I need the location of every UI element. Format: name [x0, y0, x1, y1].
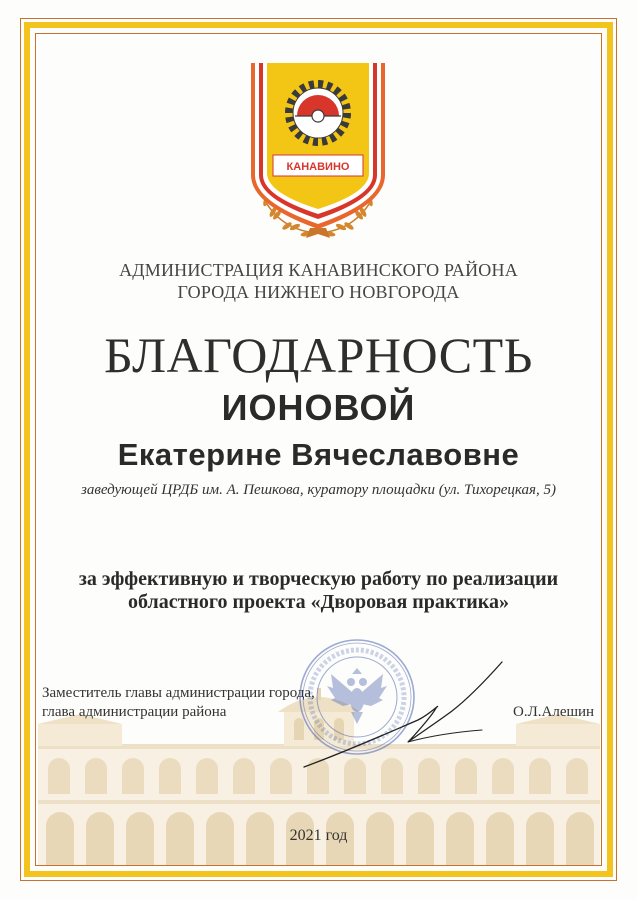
certificate-title: БЛАГОДАРНОСТЬ: [104, 327, 533, 383]
recipient-name: Екатерине Вячеславовне: [117, 437, 520, 472]
kanavino-coat-of-arms: [243, 55, 393, 240]
gear-hub: [312, 110, 324, 122]
signatory-title-line-1: Заместитель главы администрации города,: [42, 685, 315, 701]
emblem-name-text: КАНАВИНО: [286, 161, 350, 173]
reason-line-2: областного проекта «Дворовая практика»: [127, 591, 510, 613]
signature-main-stroke: [304, 662, 502, 767]
laurel-ribbon: [306, 228, 330, 238]
gear-sun-icon: [289, 84, 347, 142]
header-line-1: АДМИНИСТРАЦИЯ КАНАВИНСКОГО РАЙОНА: [119, 260, 518, 280]
recipient-surname: ИОНОВОЙ: [221, 387, 416, 428]
reason-line-1: за эффективную и творческую работу по реализации: [78, 568, 559, 590]
signatory-title-line-2: глава администрации района: [42, 704, 227, 720]
signatory-name: О.Л.Алешин: [513, 704, 595, 720]
handwritten-signature: [290, 650, 510, 775]
signature-flourish: [408, 730, 482, 742]
certificate-year: 2021 год: [289, 827, 348, 844]
recipient-position: заведующей ЦРДБ им. А. Пешкова, куратору площадки (ул. Тихорецкая, 5): [80, 482, 557, 498]
header-line-2: ГОРОДА НИЖНЕГО НОВГОРОДА: [177, 282, 460, 302]
